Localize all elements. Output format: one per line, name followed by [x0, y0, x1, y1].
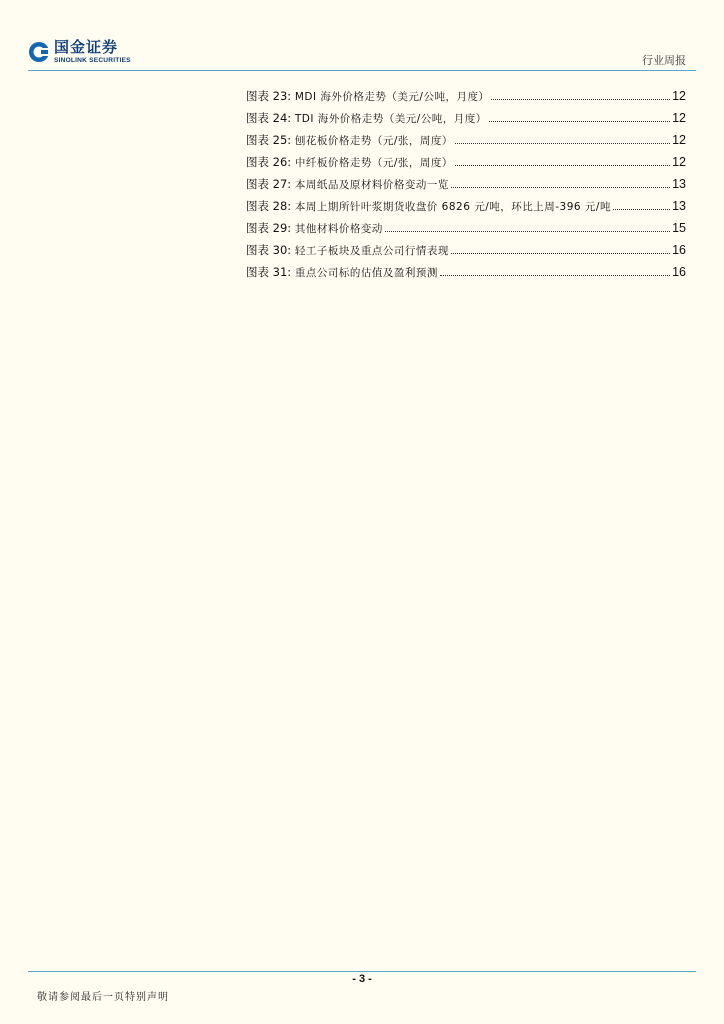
toc-page-number: 12 — [672, 133, 686, 147]
disclaimer-text: 敬请参阅最后一页特别声明 — [37, 992, 169, 1003]
toc-page-number: 12 — [672, 111, 686, 125]
report-type-label: 行业周报 — [642, 54, 686, 67]
toc-figure-title: 重点公司标的估值及盈利预测 — [294, 267, 438, 279]
toc-entry[interactable] — [246, 176, 686, 198]
toc-page-number: 12 — [672, 89, 686, 103]
toc-leader — [451, 187, 670, 188]
toc-leader — [451, 253, 670, 254]
toc-figure-title: 轻工子板块及重点公司行情表现 — [294, 245, 449, 257]
logo-icon — [28, 41, 50, 63]
toc-leader — [440, 275, 670, 276]
toc-entry[interactable] — [246, 154, 686, 176]
toc-leader — [613, 209, 670, 210]
toc-page-number: 13 — [672, 177, 686, 191]
toc-entry[interactable] — [246, 264, 686, 286]
toc-entry[interactable] — [246, 198, 686, 220]
toc-figure-title: TDI 海外价格走势（美元/公吨，月度） — [294, 113, 487, 125]
toc-figure-label: 图表 31: — [246, 265, 292, 279]
company-logo — [28, 40, 131, 65]
page-number: - 3 - — [352, 973, 372, 985]
toc-leader — [489, 121, 670, 122]
toc-figure-label: 图表 23: — [246, 89, 292, 103]
toc-figure-label: 图表 26: — [246, 155, 292, 169]
figure-toc-list — [246, 88, 686, 286]
toc-figure-label: 图表 25: — [246, 133, 292, 147]
toc-figure-title: MDI 海外价格走势（美元/公吨，月度） — [294, 91, 490, 103]
toc-page-number: 16 — [672, 243, 686, 257]
toc-page-number: 16 — [672, 265, 686, 279]
toc-entry[interactable] — [246, 88, 686, 110]
logo-text-cn: 国金证券 — [54, 38, 119, 56]
toc-entry[interactable] — [246, 220, 686, 242]
toc-entry[interactable] — [246, 110, 686, 132]
logo-text-en: SINOLINK SECURITIES — [54, 57, 131, 64]
toc-figure-title: 刨花板价格走势（元/张，周度） — [294, 135, 453, 147]
toc-leader — [455, 165, 670, 166]
toc-figure-label: 图表 29: — [246, 221, 292, 235]
toc-figure-title: 中纤板价格走势（元/张，周度） — [294, 157, 453, 169]
page-header — [0, 0, 724, 70]
toc-figure-title: 本周纸品及原材料价格变动一览 — [294, 179, 449, 191]
toc-figure-label: 图表 30: — [246, 243, 292, 257]
toc-figure-title: 其他材料价格变动 — [294, 223, 383, 235]
toc-figure-label: 图表 24: — [246, 111, 292, 125]
toc-leader — [491, 99, 670, 100]
toc-leader — [455, 143, 670, 144]
footer-divider — [28, 971, 696, 972]
toc-entry[interactable] — [246, 242, 686, 264]
toc-leader — [385, 231, 670, 232]
toc-figure-title: 本周上期所针叶浆期货收盘价 6826 元/吨，环比上周-396 元/吨 — [294, 201, 611, 213]
toc-page-number: 13 — [672, 199, 686, 213]
toc-page-number: 15 — [672, 221, 686, 235]
toc-figure-label: 图表 28: — [246, 199, 292, 213]
toc-entry[interactable] — [246, 132, 686, 154]
toc-figure-label: 图表 27: — [246, 177, 292, 191]
toc-page-number: 12 — [672, 155, 686, 169]
header-divider — [28, 70, 696, 71]
